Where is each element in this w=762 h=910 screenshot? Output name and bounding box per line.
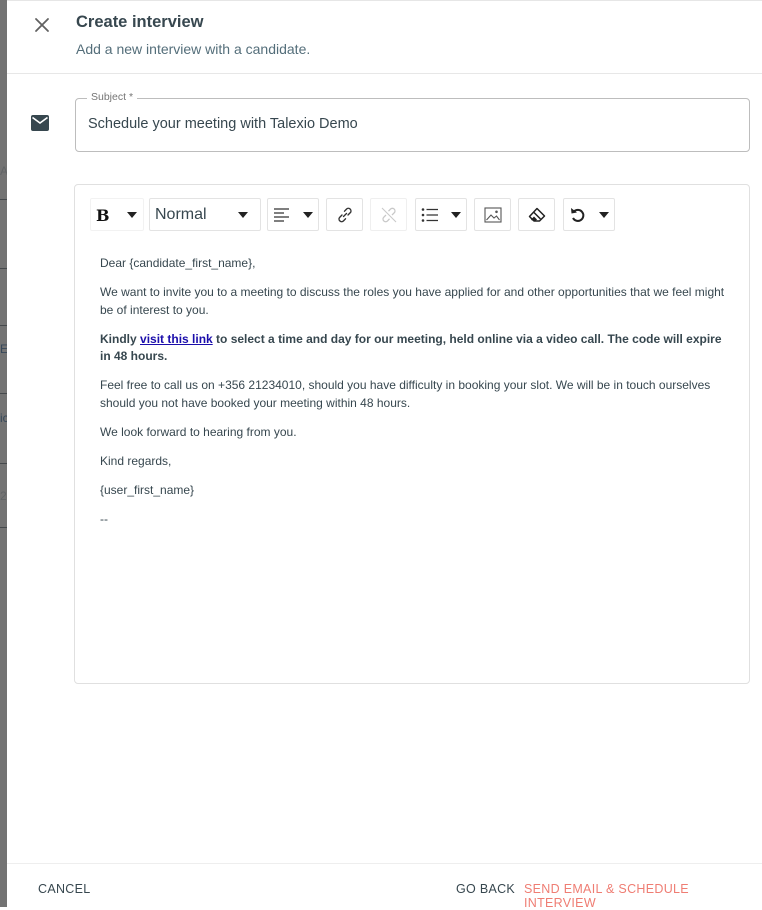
bullet-list-icon [421,207,439,223]
background-page [0,0,7,907]
send-email-schedule-button[interactable]: SEND EMAIL & SCHEDULE INTERVIEW [524,882,689,910]
mail-icon [31,115,49,131]
chevron-down-icon [451,212,461,218]
insert-link-button[interactable] [326,198,363,231]
dialog-footer [7,863,762,908]
close-icon [31,14,53,36]
paragraph-style-select[interactable] [149,198,261,231]
email-editor [74,184,750,684]
chevron-down-icon [303,212,313,218]
email-body[interactable] [100,255,725,540]
link-icon [336,206,354,224]
cancel-button[interactable]: CANCEL [38,882,91,896]
body-greeting: Dear {candidate_first_name}, [100,256,256,270]
eraser-icon [528,207,546,223]
body-separator: -- [100,511,108,526]
dialog-title: Create interview [76,13,204,31]
bold-icon: B [96,206,110,225]
subject-input[interactable] [88,116,738,132]
list-dropdown-button[interactable] [415,198,467,231]
remove-link-button[interactable] [370,198,407,231]
image-icon [484,207,502,223]
align-left-icon [273,207,291,223]
insert-image-button[interactable] [474,198,511,231]
undo-icon [569,206,587,224]
clear-formatting-button[interactable] [518,198,555,231]
body-signoff: Kind regards, [100,453,172,468]
chevron-down-icon [599,212,609,218]
dialog-subtitle: Add a new interview with a candidate. [76,41,311,57]
go-back-button[interactable]: GO BACK [456,882,516,896]
backdrop-overlay [0,0,7,907]
body-paragraph-with-link [100,331,725,366]
paragraph-style-value: Normal [155,206,207,223]
close-button[interactable] [31,14,53,36]
visit-link[interactable]: visit this link [140,331,213,346]
body-text: to select a time and day for our meeting, held online via a video call. The code will expire in 48 hours. [100,331,722,363]
body-text: Kindly [100,331,141,346]
chevron-down-icon [127,212,137,218]
body-paragraph: We look forward to hearing from you. [100,424,297,439]
create-interview-dialog [7,0,762,910]
dialog-header [7,1,762,74]
body-signature: {user_first_name} [100,482,195,497]
subject-field[interactable] [75,91,750,152]
chevron-down-icon [238,212,248,218]
body-paragraph: Feel free to call us on +356 21234010, should you have difficulty in booking your slot. We will be in touch ourselves should you not have booked your meeting within 48 hours. [100,378,711,410]
subject-label: Subject * [87,91,137,103]
body-paragraph: We want to invite you to a meeting to discuss the roles you have applied for and other opportunities that we feel might be of interest to you. [100,285,725,317]
undo-dropdown-button[interactable] [563,198,615,231]
bold-dropdown-button[interactable] [90,198,144,231]
align-dropdown-button[interactable] [267,198,319,231]
unlink-icon [380,206,398,224]
